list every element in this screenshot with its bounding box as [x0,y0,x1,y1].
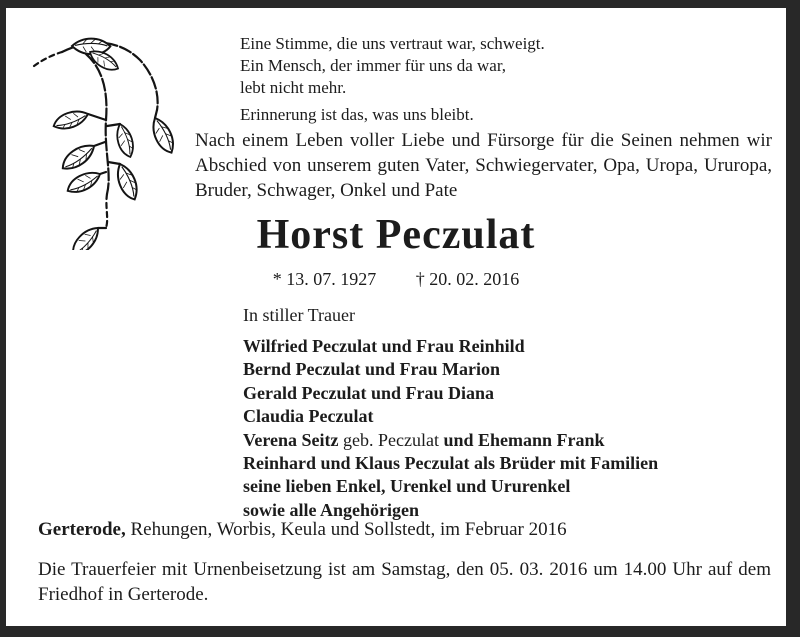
mourner-line: sowie alle Angehörigen [243,499,419,520]
mourner-line: Wilfried Peczulat und Frau Reinhild [243,336,525,356]
mourners-list [243,335,658,522]
funeral-info: Die Trauerfeier mit Urnenbeisetzung ist am Samstag, den 05. 03. 2016 um 14.00 Uhr auf dem Friedhof in Gerterode. [38,559,771,605]
poem-line: Eine Stimme, die uns vertraut war, schweigt. [240,34,545,53]
mourner-name: Verena Seitz [243,429,343,450]
place-city: Gerterode, [38,519,126,540]
mourner-husband: und Ehemann Frank [443,429,605,450]
mourner-line: Claudia Peczulat [243,406,374,427]
place-rest: Rehungen, Worbis, Keula und Sollstedt, im Februar 2016 [125,519,567,540]
life-dates [6,269,786,290]
poem-block [240,33,545,126]
mourner-line: Bernd Peczulat und Frau Marion [243,359,500,380]
intro-paragraph: Nach einem Leben voller Liebe und Fürsorge für die Seinen nehmen wir Abschied von unserem guten Vater, Schwiegervater, Opa, Uropa, Ururopa, Bruder, Schwager, Onkel und Pate [195,130,772,201]
poem-line: lebt nicht mehr. [240,78,347,97]
places-date-line [38,519,567,541]
mourner-line: seine lieben Enkel, Urenkel und Ururenkel [243,476,571,497]
mourner-line: Reinhard und Klaus Peczulat als Brüder mit Familien [243,453,659,474]
mourner-line: Gerald Peczulat und Frau Diana [243,382,494,403]
death-date: † 20. 02. 2016 [415,269,520,289]
poem-line: Ein Mensch, der immer für uns da war, [240,56,507,75]
mourner-nee: geb. Peczulat [342,429,444,450]
birth-date: * 13. 07. 1927 [272,269,377,289]
deceased-name: Horst Peczulat [256,212,536,258]
mourning-label: In stiller Trauer [243,305,355,325]
branch-stems [34,43,158,228]
mourner-line [243,429,658,452]
poem-line: Erinnerung ist das, was uns bleibt. [240,105,474,124]
